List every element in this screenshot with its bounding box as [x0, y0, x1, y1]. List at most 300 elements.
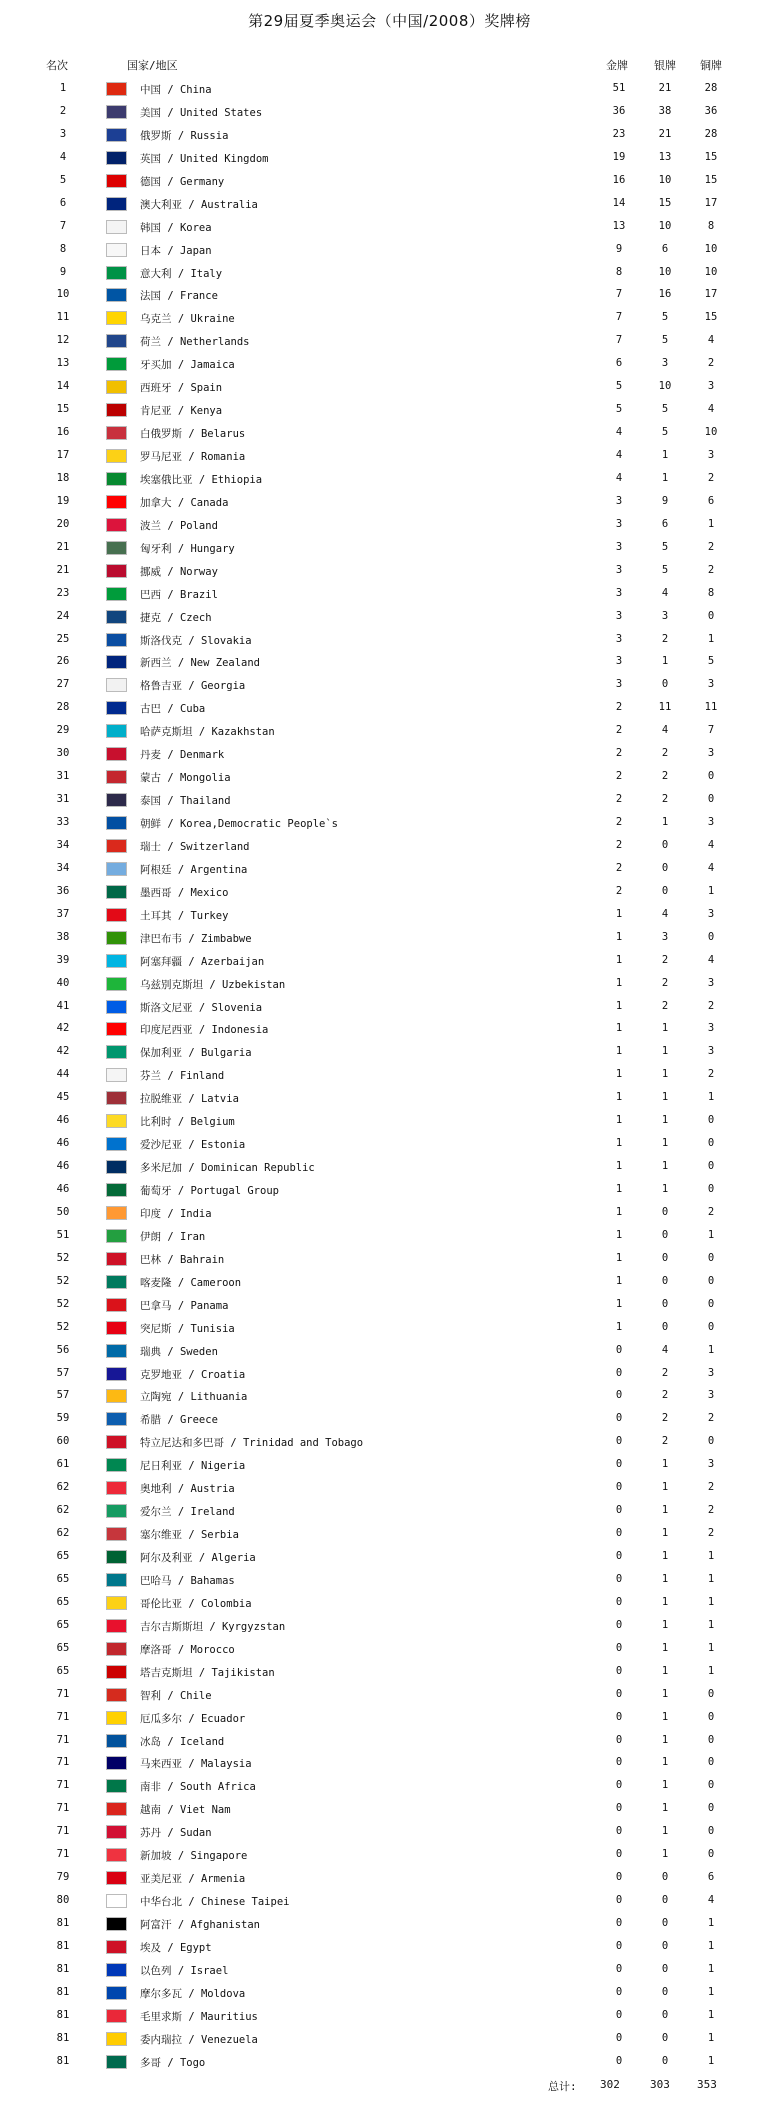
bronze-count: 2 [707, 1504, 715, 1517]
bronze-count: 1 [707, 2031, 715, 2044]
silver-count: 1 [661, 1825, 669, 1838]
country-name: 乌兹别克斯坦 / Uzbekistan [140, 978, 286, 991]
table-row [0, 674, 779, 697]
bronze-count: 3 [707, 1366, 715, 1379]
bronze-count: 6 [707, 1871, 715, 1884]
gold-count: 4 [615, 471, 623, 484]
silver-count: 6 [661, 242, 669, 255]
country-name: 罗马尼亚 / Romania [140, 451, 246, 463]
rank-cell: 18 [56, 471, 70, 484]
bronze-count: 0 [707, 1733, 715, 1746]
table-row [0, 1248, 779, 1271]
gold-count: 0 [615, 1962, 623, 1975]
gold-count: 2 [615, 884, 623, 897]
silver-count: 13 [658, 150, 672, 163]
table-row [0, 1523, 779, 1546]
table-row [0, 1041, 779, 1064]
flag-icon [106, 220, 127, 234]
flag-icon [106, 1160, 127, 1174]
flag-icon [106, 1665, 127, 1679]
rank-cell: 61 [56, 1458, 70, 1471]
table-row [0, 1340, 779, 1363]
rank-cell: 71 [56, 1848, 70, 1861]
bronze-count: 3 [707, 816, 715, 828]
bronze-count: 2 [707, 471, 715, 484]
country-name: 塔吉克斯坦 / Tajikistan [140, 1666, 275, 1679]
bronze-count: 0 [707, 1779, 715, 1792]
silver-count: 1 [661, 1137, 669, 1150]
flag-icon [106, 1596, 127, 1610]
bronze-count: 15 [704, 150, 718, 163]
rank-cell: 71 [56, 1779, 70, 1792]
bronze-count: 8 [707, 586, 715, 599]
gold-count: 1 [615, 1137, 623, 1150]
country-name: 英国 / United Kingdom [140, 152, 269, 165]
rank-cell: 65 [56, 1595, 70, 1608]
bronze-count: 2 [707, 999, 715, 1012]
bronze-count: 4 [707, 861, 715, 874]
silver-count: 3 [661, 609, 669, 622]
table-row [0, 1317, 779, 1340]
table-row [0, 1202, 779, 1225]
bronze-count: 11 [704, 701, 718, 714]
gold-count: 1 [615, 976, 623, 989]
flag-icon [106, 495, 127, 509]
gold-count: 5 [615, 380, 623, 393]
bronze-count: 3 [707, 1389, 715, 1402]
gold-count: 0 [615, 2031, 623, 2044]
country-name: 阿尔及利亚 / Algeria [140, 1552, 256, 1564]
gold-count: 0 [615, 1527, 623, 1540]
country-name: 印度 / India [140, 1207, 212, 1220]
flag-icon [106, 105, 127, 119]
flag-icon [106, 243, 127, 257]
gold-count: 0 [615, 1825, 623, 1838]
silver-count: 1 [661, 1022, 669, 1035]
gold-count: 0 [615, 1481, 623, 1494]
rank-cell: 37 [56, 907, 70, 920]
gold-count: 3 [615, 655, 623, 668]
table-row [0, 1798, 779, 1821]
bronze-count: 1 [707, 1939, 715, 1952]
rank-cell: 17 [56, 449, 70, 461]
table-row [0, 193, 779, 216]
silver-count: 0 [661, 1320, 669, 1333]
rank-cell: 24 [56, 609, 70, 622]
flag-icon [106, 1458, 127, 1472]
bronze-count: 1 [707, 1985, 715, 1998]
gold-count: 0 [615, 2054, 623, 2067]
country-name: 土耳其 / Turkey [140, 909, 229, 922]
gold-count: 16 [612, 173, 626, 186]
bronze-count: 3 [707, 449, 715, 461]
silver-count: 1 [661, 1183, 669, 1195]
rank-cell: 31 [56, 770, 70, 783]
silver-count: 1 [661, 1550, 669, 1562]
rank-cell: 71 [56, 1802, 70, 1815]
bronze-count: 6 [707, 494, 715, 507]
table-row [0, 1615, 779, 1638]
silver-count: 10 [658, 173, 672, 186]
silver-count: 1 [661, 1618, 669, 1631]
table-row [0, 445, 779, 468]
flag-icon [106, 1619, 127, 1633]
table-row [0, 1477, 779, 1500]
silver-count: 1 [661, 1527, 669, 1540]
gold-count: 1 [615, 999, 623, 1012]
table-row [0, 743, 779, 766]
table-row [0, 537, 779, 560]
total-gold: 302 [600, 2078, 620, 2091]
silver-count: 0 [661, 1228, 669, 1241]
country-name: 丹麦 / Denmark [140, 749, 225, 762]
table-row [0, 766, 779, 789]
rank-cell: 28 [56, 701, 70, 714]
country-name: 德国 / Germany [140, 175, 225, 188]
bronze-count: 1 [707, 1228, 715, 1241]
flag-icon [106, 1894, 127, 1908]
country-name: 尼日利亚 / Nigeria [140, 1460, 246, 1473]
gold-count: 0 [615, 2008, 623, 2021]
table-row [0, 491, 779, 514]
silver-count: 5 [661, 563, 669, 576]
country-name: 肯尼亚 / Kenya [140, 405, 223, 418]
rank-cell: 29 [56, 724, 70, 737]
rank-cell: 5 [59, 173, 67, 186]
table-row [0, 927, 779, 950]
flag-icon [106, 908, 127, 922]
silver-count: 1 [661, 1114, 669, 1127]
flag-icon [106, 2009, 127, 2023]
flag-icon [106, 1367, 127, 1381]
table-row [0, 973, 779, 996]
silver-count: 1 [661, 1779, 669, 1792]
country-name: 巴林 / Bahrain [140, 1253, 225, 1266]
country-name: 荷兰 / Netherlands [140, 336, 250, 349]
country-name: 伊朗 / Iran [140, 1230, 206, 1243]
country-name: 芬兰 / Finland [140, 1070, 225, 1083]
table-row [0, 1913, 779, 1936]
bronze-count: 0 [707, 1114, 715, 1127]
country-name: 爱尔兰 / Ireland [140, 1506, 235, 1519]
rank-cell: 19 [56, 494, 70, 507]
bronze-count: 10 [704, 242, 718, 255]
table-row [0, 1179, 779, 1202]
gold-count: 8 [615, 265, 623, 278]
gold-count: 2 [615, 724, 623, 737]
table-row [0, 1408, 779, 1431]
table-row [0, 1294, 779, 1317]
gold-count: 4 [615, 426, 623, 439]
table-row [0, 1133, 779, 1156]
rank-cell: 52 [56, 1274, 70, 1287]
table-row [0, 1982, 779, 2005]
rank-cell: 65 [56, 1664, 70, 1677]
table-row [0, 147, 779, 170]
silver-count: 1 [661, 1848, 669, 1861]
table-row [0, 904, 779, 927]
flag-icon [106, 724, 127, 738]
rank-cell: 45 [56, 1091, 70, 1104]
bronze-count: 1 [707, 1343, 715, 1356]
silver-count: 0 [661, 2008, 669, 2021]
silver-count: 2 [661, 1412, 669, 1425]
flag-icon [106, 1389, 127, 1403]
gold-count: 0 [615, 1618, 623, 1631]
bronze-count: 0 [707, 1435, 715, 1448]
flag-icon [106, 1000, 127, 1014]
rank-cell: 81 [56, 2008, 70, 2021]
header-bronze: 铜牌 [700, 59, 722, 72]
silver-count: 9 [661, 494, 669, 507]
table-row [0, 1546, 779, 1569]
bronze-count: 3 [707, 747, 715, 760]
rank-cell: 52 [56, 1251, 70, 1264]
silver-count: 1 [661, 1641, 669, 1654]
country-name: 多米尼加 / Dominican Republic [140, 1162, 315, 1175]
silver-count: 5 [661, 540, 669, 553]
bronze-count: 2 [707, 540, 715, 553]
flag-icon [106, 701, 127, 715]
gold-count: 2 [615, 701, 623, 714]
bronze-count: 0 [707, 1756, 715, 1769]
bronze-count: 2 [707, 1068, 715, 1081]
rank-cell: 57 [56, 1366, 70, 1379]
table-row [0, 514, 779, 537]
gold-count: 2 [615, 747, 623, 760]
country-name: 拉脱维亚 / Latvia [140, 1093, 239, 1106]
flag-icon [106, 403, 127, 417]
flag-icon [106, 1229, 127, 1243]
silver-count: 2 [661, 953, 669, 966]
table-row [0, 2028, 779, 2051]
gold-count: 1 [615, 1160, 623, 1173]
gold-count: 0 [615, 1710, 623, 1723]
table-row [0, 422, 779, 445]
flag-icon [106, 885, 127, 899]
table-row [0, 1454, 779, 1477]
country-name: 挪威 / Norway [140, 565, 218, 578]
flag-icon [106, 82, 127, 96]
bronze-count: 1 [707, 2054, 715, 2067]
table-row [0, 697, 779, 720]
silver-count: 5 [661, 334, 669, 347]
country-name: 哈萨克斯坦 / Kazakhstan [140, 726, 275, 739]
table-row [0, 1844, 779, 1867]
table-row [0, 353, 779, 376]
flag-icon [106, 1114, 127, 1128]
country-name: 加拿大 / Canada [140, 496, 229, 509]
gold-count: 0 [615, 1802, 623, 1815]
bronze-count: 3 [707, 380, 715, 393]
bronze-count: 1 [707, 1091, 715, 1104]
gold-count: 3 [615, 632, 623, 645]
rank-cell: 62 [56, 1504, 70, 1517]
table-row [0, 399, 779, 422]
rank-cell: 41 [56, 999, 70, 1012]
gold-count: 0 [615, 1366, 623, 1379]
bronze-count: 1 [707, 1618, 715, 1631]
bronze-count: 0 [707, 930, 715, 943]
silver-count: 5 [661, 311, 669, 324]
rank-cell: 8 [59, 242, 67, 255]
silver-count: 16 [658, 288, 672, 301]
flag-icon [106, 747, 127, 761]
gold-count: 1 [615, 1320, 623, 1333]
gold-count: 2 [615, 816, 623, 828]
gold-count: 3 [615, 609, 623, 622]
table-row [0, 330, 779, 353]
table-row [0, 1592, 779, 1615]
gold-count: 6 [615, 357, 623, 370]
silver-count: 5 [661, 403, 669, 416]
bronze-count: 17 [704, 288, 718, 301]
flag-icon [106, 266, 127, 280]
country-name: 瑞典 / Sweden [140, 1345, 218, 1358]
rank-cell: 81 [56, 1962, 70, 1975]
gold-count: 0 [615, 1985, 623, 1998]
rank-cell: 36 [56, 884, 70, 897]
silver-count: 0 [661, 1939, 669, 1952]
silver-count: 1 [661, 1733, 669, 1746]
rank-cell: 44 [56, 1068, 70, 1081]
silver-count: 0 [661, 884, 669, 897]
flag-icon [106, 1137, 127, 1151]
flag-icon [106, 1688, 127, 1702]
flag-icon [106, 931, 127, 945]
gold-count: 0 [615, 1871, 623, 1884]
flag-icon [106, 357, 127, 371]
gold-count: 9 [615, 242, 623, 255]
silver-count: 3 [661, 930, 669, 943]
silver-count: 10 [658, 219, 672, 232]
table-row [0, 284, 779, 307]
rank-cell: 46 [56, 1137, 70, 1150]
flag-icon [106, 610, 127, 624]
country-name: 乌克兰 / Ukraine [140, 313, 235, 326]
silver-count: 11 [658, 701, 672, 714]
gold-count: 3 [615, 494, 623, 507]
rank-cell: 65 [56, 1550, 70, 1562]
country-name: 委内瑞拉 / Venezuela [140, 2033, 258, 2046]
country-name: 俄罗斯 / Russia [140, 129, 229, 142]
silver-count: 0 [661, 1894, 669, 1907]
rank-cell: 2 [59, 104, 67, 117]
flag-icon [106, 1298, 127, 1312]
gold-count: 14 [612, 196, 626, 209]
table-row [0, 1569, 779, 1592]
country-name: 瑞士 / Switzerland [140, 840, 250, 853]
country-name: 突尼斯 / Tunisia [140, 1322, 235, 1335]
flag-icon [106, 770, 127, 784]
silver-count: 21 [658, 127, 672, 140]
gold-count: 1 [615, 1251, 623, 1264]
bronze-count: 3 [707, 1022, 715, 1035]
bronze-count: 0 [707, 770, 715, 783]
gold-count: 1 [615, 953, 623, 966]
flag-icon [106, 1940, 127, 1954]
gold-count: 1 [615, 1297, 623, 1310]
table-row [0, 789, 779, 812]
flag-icon [106, 1206, 127, 1220]
flag-icon [106, 1045, 127, 1059]
bronze-count: 1 [707, 1572, 715, 1585]
gold-count: 2 [615, 861, 623, 874]
gold-count: 1 [615, 907, 623, 920]
gold-count: 2 [615, 838, 623, 851]
country-name: 保加利亚 / Bulgaria [140, 1047, 252, 1060]
gold-count: 0 [615, 1848, 623, 1861]
silver-count: 1 [661, 1572, 669, 1585]
bronze-count: 0 [707, 1687, 715, 1700]
rank-cell: 60 [56, 1435, 70, 1448]
rank-cell: 39 [56, 953, 70, 966]
header-silver: 银牌 [654, 59, 676, 72]
country-name: 新加坡 / Singapore [140, 1850, 248, 1863]
rank-cell: 12 [56, 334, 70, 347]
country-name: 朝鲜 / Korea,Democratic People`s [140, 818, 339, 830]
flag-icon [106, 816, 127, 830]
rank-cell: 81 [56, 2054, 70, 2067]
silver-count: 38 [658, 104, 672, 117]
silver-count: 0 [661, 1985, 669, 1998]
bronze-count: 17 [704, 196, 718, 209]
rank-cell: 14 [56, 380, 70, 393]
rank-cell: 21 [56, 563, 70, 576]
table-row [0, 468, 779, 491]
table-row [0, 950, 779, 973]
bronze-count: 3 [707, 1045, 715, 1058]
gold-count: 0 [615, 1939, 623, 1952]
gold-count: 0 [615, 1894, 623, 1907]
gold-count: 2 [615, 770, 623, 783]
gold-count: 1 [615, 1114, 623, 1127]
bronze-count: 5 [707, 655, 715, 668]
silver-count: 1 [661, 1504, 669, 1517]
country-name: 巴西 / Brazil [140, 588, 218, 601]
country-name: 澳大利亚 / Australia [140, 198, 258, 211]
country-name: 津巴布韦 / Zimbabwe [140, 932, 252, 945]
bronze-count: 36 [704, 104, 718, 117]
rank-cell: 79 [56, 1871, 70, 1884]
gold-count: 1 [615, 1022, 623, 1035]
total-bronze: 353 [697, 2078, 717, 2091]
bronze-count: 10 [704, 265, 718, 278]
gold-count: 1 [615, 1045, 623, 1058]
flag-icon [106, 541, 127, 555]
country-name: 新西兰 / New Zealand [140, 657, 261, 670]
country-name: 冰岛 / Iceland [140, 1735, 225, 1748]
bronze-count: 1 [707, 1664, 715, 1677]
country-name: 毛里求斯 / Mauritius [140, 2010, 258, 2023]
country-name: 巴哈马 / Bahamas [140, 1574, 235, 1587]
country-name: 美国 / United States [140, 106, 263, 119]
bronze-count: 4 [707, 1894, 715, 1907]
table-row [0, 629, 779, 652]
gold-count: 3 [615, 540, 623, 553]
gold-count: 0 [615, 1435, 623, 1448]
table-row [0, 1638, 779, 1661]
table-row [0, 812, 779, 835]
table-row [0, 1752, 779, 1775]
flag-icon [106, 1527, 127, 1541]
table-row [0, 1156, 779, 1179]
flag-icon [106, 1734, 127, 1748]
rank-cell: 11 [56, 311, 70, 324]
country-name: 古巴 / Cuba [140, 703, 206, 716]
flag-icon [106, 1711, 127, 1725]
silver-count: 5 [661, 426, 669, 439]
